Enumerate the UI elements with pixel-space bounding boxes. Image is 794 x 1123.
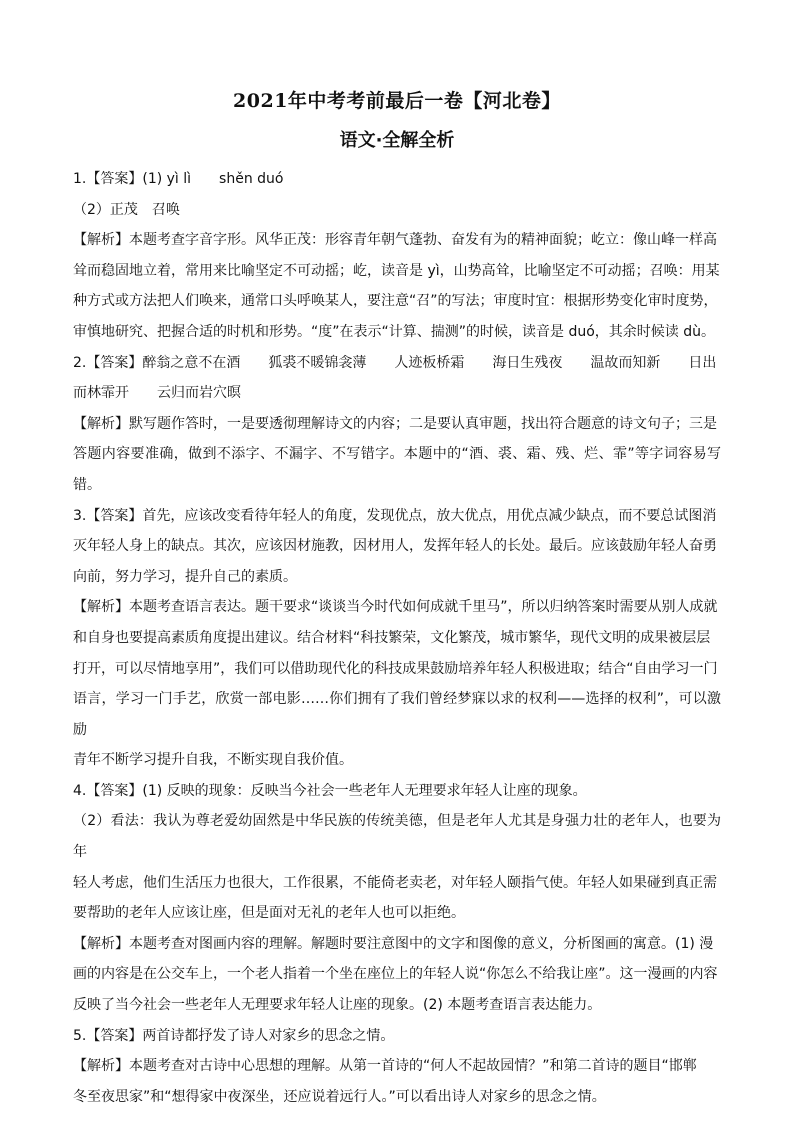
analysis-line: 和自身也要提高素质角度提出建议。结合材料“科技繁荣，文化繁茂，城市繁华，现代文明的成果被层层 [73,629,711,646]
analysis-line: 反映了当今社会一些老年人无理要求年轻人让座的现象。(2) 本题考查语言表达能力。 [73,997,602,1014]
analysis-line: 答题内容要准确，做到不添字、不漏字、不写错字。本题中的“酒、裘、霜、残、烂、霏”等字词容易写错。 [73,446,721,493]
analysis-line: 审慎地研究、把握合适的时机和形势。“度”在表示“计算、揣测”的时候，读音是 duó，其余时候读 dù。 [73,323,715,340]
answer-line: 要帮助的老年人应该让座，但是面对无礼的老年人也可以拒绝。 [73,905,465,922]
answer-line: 3.【答案】首先，应该改变看待年轻人的角度，发现优点，放大优点，用优点减少缺点，而不要总试图消 [73,507,717,524]
analysis-line: 【解析】本题考查字音字形。风华正茂：形容青年朝气蓬勃、奋发有为的精神面貌；屹立：像山峰一样高 [73,232,717,249]
analysis-line: 语言，学习一门手艺，欣赏一部电影……你们拥有了我们曾经梦寐以求的权利——选择的权利”，可以激励 [73,691,721,738]
analysis-line: 打开，可以尽情地享用”，我们可以借助现代化的科技成果鼓励培养年轻人积极进取；结合“自由学习一门 [73,660,718,677]
answer-line: 4.【答案】(1) 反映的现象：反映当今社会一些老年人无理要求年轻人让座的现象。 [73,782,587,799]
page-title: 2021年中考考前最后一卷【河北卷】 [233,90,561,112]
document-body [73,164,721,1112]
analysis-line: 【解析】本题考查对图画内容的理解。解题时要注意图中的文字和图像的意义，分析图画的寓意。(1) 漫 [73,935,714,952]
analysis-line: 【解析】本题考查对古诗中心思想的理解。从第一首诗的“何人不起故园情？”和第二首诗的题目“邯郸 [73,1058,697,1075]
answer-line: 2.【答案】醉翁之意不在酒 狐裘不暖锦衾薄 人迹板桥霜 海日生残夜 温故而知新 日出 [73,354,717,371]
answer-line: （2）正茂 召唤 [73,201,180,218]
answer-line: （2）看法：我认为尊老爱幼固然是中华民族的传统美德，但是老年人尤其是身强力壮的老年人，也要为年 [73,813,721,861]
analysis-line: 青年不断学习提升自我，不断实现自我价值。 [73,752,353,769]
analysis-line: 耸而稳固地立着，常用来比喻坚定不可动摇；屹，读音是 yì，山势高耸，比喻坚定不可动摇；召唤：用某 [73,262,720,279]
analysis-line: 种方式或方法把人们唤来，通常口头呼唤某人，要注意“召”的写法；审度时宜：根据形势变化审时度势， [73,293,718,310]
page-subtitle: 语文·全解全析 [339,130,455,151]
answer-line: 而林霏开 云归而岩穴暝 [73,385,241,402]
answer-line: 向前，努力学习，提升自己的素质。 [73,568,297,585]
analysis-line: 画的内容是在公交车上，一个老人指着一个坐在座位上的年轻人说“你怎么不给我让座”。这一漫画的内容 [73,966,718,983]
answer-line: 5.【答案】两首诗都抒发了诗人对家乡的思念之情。 [73,1027,395,1044]
answer-line: 1.【答案】(1) yì lì shěn duó [73,171,284,187]
analysis-line: 【解析】默写题作答时，一是要透彻理解诗文的内容；二是要认真审题，找出符合题意的诗文句子；三是 [73,415,717,432]
answer-line: 灭年轻人身上的缺点。其次，应该因材施教，因材用人，发挥年轻人的长处。最后。应该鼓励年轻人奋勇 [73,538,717,555]
answer-line: 轻人考虑，他们生活压力也很大，工作很累，不能倚老卖老，对年轻人颐指气使。年轻人如果碰到真正需 [73,874,717,891]
analysis-line: 冬至夜思家”和“想得家中夜深坐，还应说着远行人。”可以看出诗人对家乡的思念之情。 [73,1088,606,1105]
analysis-line: 【解析】本题考查语言表达。题干要求“谈谈当今时代如何成就千里马”，所以归纳答案时需要从别人成就 [73,599,718,616]
